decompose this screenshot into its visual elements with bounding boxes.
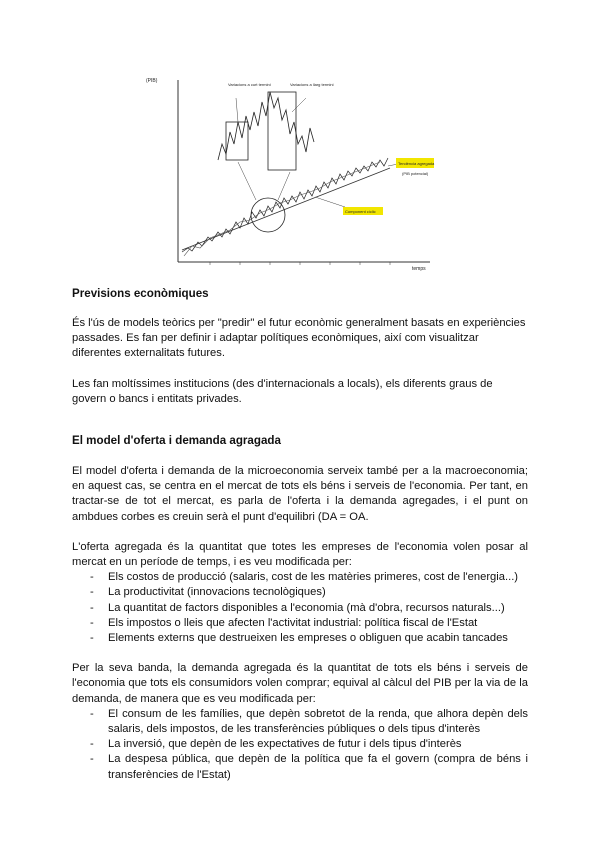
label-long-term: Variacions a llarg termini [290, 82, 334, 87]
long-term-box [268, 92, 296, 170]
label-pib-potencial: (PIB potencial) [402, 171, 429, 176]
pointer-cycle [315, 197, 345, 207]
pointer-short-term [236, 98, 238, 122]
paragraph-supply-intro: L'oferta agregada és la quantitat que totes les empreses de l'economia volen posar al mercat en un període de temps, i es veu modificada per: [72, 540, 528, 569]
list-item: - Elements externs que destrueixen les empreses o obliguen que acabin tancades [72, 631, 528, 646]
connector-left [238, 162, 256, 200]
paragraph-previsions-2: Les fan moltíssimes institucions (des d'internacionals a locals), els diferents graus de govern o bancs i entitats privades. [72, 377, 493, 405]
supply-factors-list [72, 570, 528, 646]
paragraph-previsions-1: És l'ús de models teòrics per "predir" el futur econòmic generalment basats en experiències passades. Es fan per definir i adaptar polítiques econòmiques, així com visualitzar diferentes externalitats futures. [72, 317, 526, 360]
pointer-long-term [292, 98, 306, 112]
label-trend: Tendència agregada [398, 161, 435, 166]
connector-right [278, 172, 290, 200]
list-item: - Els costos de producció (salaris, cost de les matèries primeres, cost de l'energia...) [72, 570, 528, 585]
y-axis-label: (PIB) [146, 78, 158, 84]
list-item: - Els impostos o lleis que afecten l'activitat industrial: política fiscal de l'Estat [72, 616, 528, 631]
label-short-term: Variacions a curt termini [228, 82, 271, 87]
x-axis-label: temps [412, 266, 426, 272]
document-body [72, 286, 528, 783]
paragraph-demand-intro: Per la seva banda, la demanda agregada és la quantitat de tots els béns i serveis de l'economia que tots els consumidors volen comprar; equival al càlcul del PIB per la via de la demanda, de manera que es veu modificada per: [72, 662, 528, 705]
cycle-diagram [140, 72, 440, 277]
list-item: - La productivitat (innovacions tecnològiques) [72, 585, 528, 600]
section-title-model: El model d'oferta i demanda agragada [72, 434, 281, 448]
list-item: - La quantitat de factors disponibles a l'economia (mà d'obra, recursos naturals...) [72, 601, 528, 616]
inset-series [218, 92, 314, 160]
label-cycle: Component cíclic [345, 209, 376, 214]
cycle-circle [251, 198, 285, 232]
economic-cycle-figure [140, 72, 440, 277]
list-item: - La inversió, que depèn de les expectatives de futur i dels tipus d'interès [72, 737, 528, 752]
demand-factors-list [72, 707, 528, 783]
paragraph-model-intro: El model d'oferta i demanda de la microeconomia serveix també per a la macroeconomia; en aquest cas, se centra en el mercat de tots els béns i serveis de l'economia. Per tant, en tractar-se de tot el mercat, es parla de l'oferta i la demanda agregades, i el punt on ambdues corbes es creuin serà el punt d'equilibri (DA = OA. [72, 465, 528, 523]
section-title-previsions: Previsions econòmiques [72, 287, 209, 300]
list-item: - La despesa pública, que depèn de la política que fa el govern (compra de béns i transferències de l'Estat) [72, 752, 528, 782]
list-item: - El consum de les famílies, que depèn sobretot de la renda, que alhora depèn dels salaris, dels impostos, de les transferències públiques o dels tipus d'interès [72, 707, 528, 737]
